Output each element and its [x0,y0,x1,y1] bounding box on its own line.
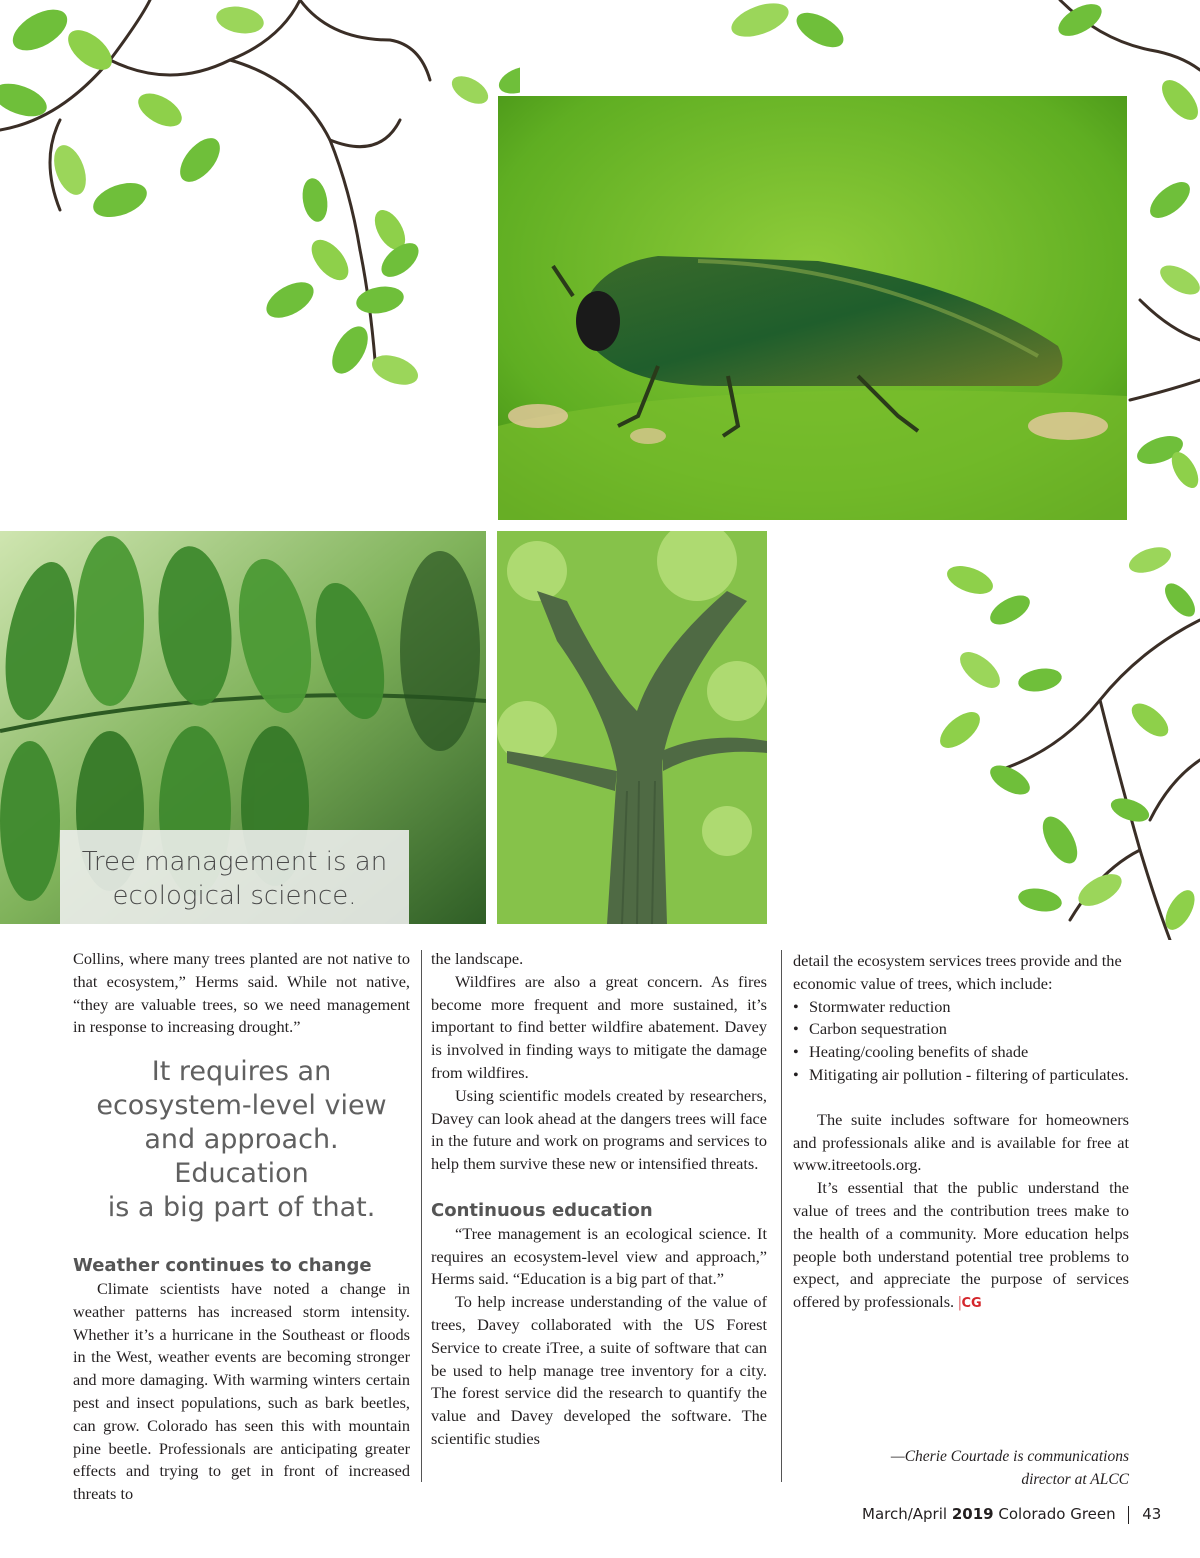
beetle-photo [498,96,1127,520]
byline-line-1: —Cherie Courtade is communications [890,1448,1129,1465]
column-3-paragraph-2: The suite includes software for homeowners and professionals alike and is available for free at www.itreetools.org. [793,1109,1129,1175]
column-1-paragraph-1: Collins, where many trees planted are not native to that ecosystem,” Herms said. While not native, “they are valuable trees, so we need management in response to increasing drought.” [73,949,410,1037]
pull-quote-line-2: ecosystem-level view [96,1090,387,1122]
pull-quote-line-1: It requires an [151,1056,332,1088]
ecosystem-services-list [793,996,1129,1087]
caption-line-1: Tree management is an [81,847,388,877]
section-heading-education: Continuous education [431,1199,653,1221]
tree-trunk-photo [497,531,767,924]
column-2-paragraph-4: “Tree management is an ecological science. It requires an ecosystem-level view and approach,” Herms said. “Education is a big part of that.” [431,1223,767,1289]
column-3 [793,950,1129,1316]
footer-year: 2019 [951,1505,994,1523]
branch-leaves-decoration-top-left [0,0,520,420]
column-1 [73,948,410,1506]
photo-caption-box [60,830,409,924]
column-2-paragraph-1: the landscape. [431,949,524,968]
column-2-paragraph-2: Wildfires are also a great concern. As fires become more frequent and more sustained, it’s important to find better wildfire abatement. Davey is involved in finding ways to mitigate the damage from wildfires. [431,971,767,1082]
author-byline [840,1445,1129,1491]
column-3-paragraph-3-text: It’s essential that the public understand the value of trees and the contribution trees make to the health of a community. More education helps people both understand potential tree problems to expect, and appreciate the purpose of services offered by professionals. [793,1178,1129,1312]
section-heading-weather: Weather continues to change [73,1255,372,1277]
photo-caption [60,845,409,913]
footer-issue: March/April [862,1505,948,1523]
column-2-paragraph-5: To help increase understanding of the value of trees, Davey collaborated with the US Forest Service to create iTree, a suite of software that can be used to help manage tree inventory for a city. The forest service did the research to quantify the value and Davey developed the software. The scientific studies [431,1292,767,1448]
column-2 [431,948,767,1451]
list-item: • Stormwater reduction [793,996,1129,1019]
pull-quote [73,1055,410,1225]
column-3-paragraph-1: detail the ecosystem services trees provide and the economic value of trees, which include: [793,951,1122,993]
column-2-paragraph-3: Using scientific models created by researchers, Davey can look ahead at the dangers trees will face in the future and work on programs and services to help them survive these new or intensified threats. [431,1085,767,1174]
footer-page-number: 43 [1142,1505,1162,1523]
list-item: • Heating/cooling benefits of shade [793,1041,1129,1064]
column-1-paragraph-2: Climate scientists have noted a change in weather patterns has increased storm intensity. Whether it’s a hurricane in the Southeast or floods in the West, weather events are becoming stronger and more damaging. With warming winters certain pest and insect populations, such as bark beetles, can grow. Colorado has seen this with mountain pine beetle. Professionals are anticipating greater effects and trying to get in front of increased threats to [73,1278,410,1504]
footer-magazine: Colorado Green [998,1505,1116,1523]
branch-leaves-decoration-right [900,520,1200,940]
pull-quote-line-3: and approach. Education [144,1124,339,1190]
footer-divider [1128,1506,1129,1524]
pull-quote-line-4: is a big part of that. [107,1192,376,1224]
byline-line-2: director at ALCC [1021,1471,1129,1488]
column-3-paragraph-3: It’s essential that the public understand the value of trees and the contribution trees make to the health of a community. More education helps people both understand potential tree problems to expect, and appreciate the purpose of services offered by professionals. |CG [793,1178,1129,1312]
column-divider-1 [421,950,422,1482]
page-footer [862,1505,1162,1524]
list-item: • Mitigating air pollution - filtering of particulates. [793,1064,1129,1087]
cg-end-mark: CG [961,1296,982,1312]
column-divider-2 [781,950,782,1482]
caption-line-2: ecological science. [112,881,357,911]
list-item: • Carbon sequestration [793,1018,1129,1041]
